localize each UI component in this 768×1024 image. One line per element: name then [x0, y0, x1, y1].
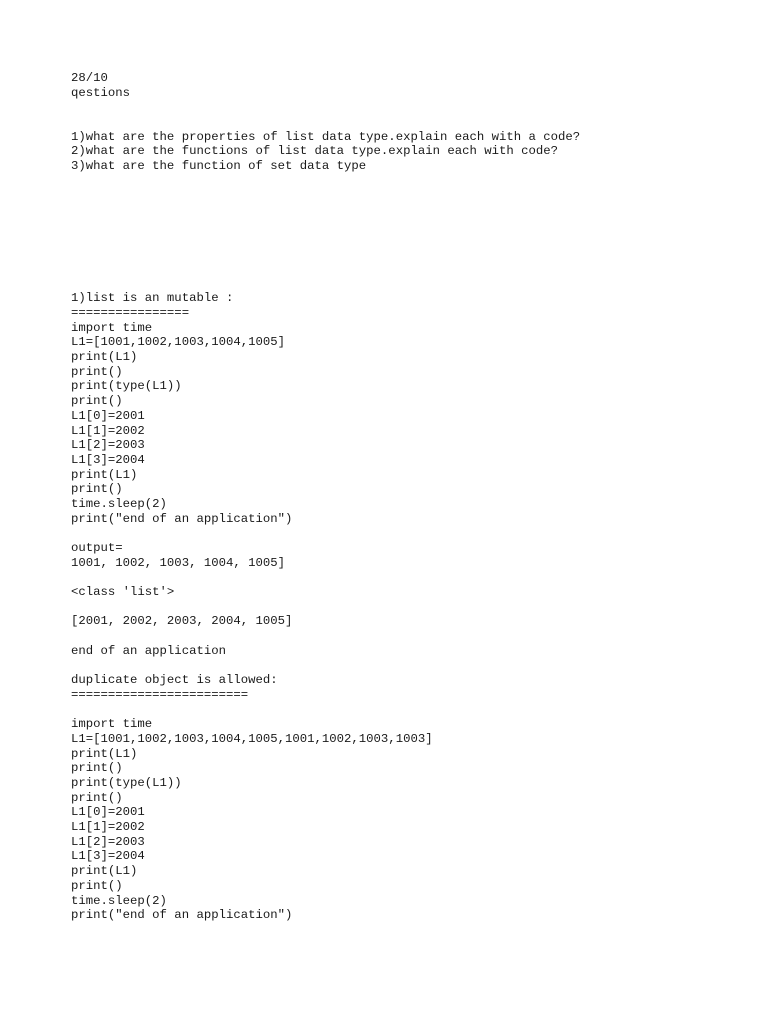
output-line: [2001, 2002, 2003, 2004, 1005]: [71, 614, 293, 629]
code-line: time.sleep(2): [71, 893, 167, 908]
spacer: [71, 100, 751, 115]
code-line: print("end of an application"): [71, 908, 293, 923]
code-line: L1[3]=2004: [71, 452, 145, 467]
code-line: print(): [71, 790, 123, 805]
question-1: 1)what are the properties of list data type.explain each with a code?: [71, 129, 581, 144]
code-line: time.sleep(2): [71, 496, 167, 511]
code-line: print(): [71, 878, 123, 893]
code-line: L1=[1001,1002,1003,1004,1005]: [71, 335, 286, 350]
heading-text: qestions: [71, 85, 131, 100]
code-line: print(type(L1)): [71, 776, 182, 790]
section1-underline: ================: [71, 306, 190, 320]
section2-underline: ========================: [71, 687, 249, 702]
code-line: print(L1): [71, 746, 138, 761]
document-page: [71, 71, 751, 923]
output-label: output=: [71, 541, 123, 555]
date-text: 28/10: [71, 71, 108, 85]
code-line: L1[1]=2002: [71, 820, 145, 835]
code-line: print(type(L1)): [71, 379, 182, 394]
spacer: [71, 115, 751, 130]
code-line: L1[2]=2003: [71, 834, 145, 849]
code-line: print(L1): [71, 467, 138, 482]
code-line: L1[0]=2001: [71, 805, 145, 820]
question-2: 2)what are the functions of list data type.explain each with code?: [71, 144, 559, 159]
question-3: 3)what are the function of set data type: [71, 159, 367, 174]
section2-title: duplicate object is allowed:: [71, 673, 278, 688]
code-line: L1[1]=2002: [71, 423, 145, 438]
code-line: import time: [71, 320, 153, 335]
code-line: print("end of an application"): [71, 511, 293, 526]
output-class-line: <class 'list'>: [71, 585, 175, 600]
output-line: 1001, 1002, 1003, 1004, 1005]: [71, 555, 286, 570]
code-line: import time: [71, 717, 153, 732]
code-line: print(): [71, 761, 123, 776]
code-line: print(L1): [71, 864, 138, 879]
code-line: print(L1): [71, 350, 138, 365]
section1-title: 1)list is an mutable :: [71, 291, 234, 306]
code-line: L1[0]=2001: [71, 408, 145, 423]
code-line: print(): [71, 364, 123, 379]
code-line: L1=[1001,1002,1003,1004,1005,1001,1002,1003,1003]: [71, 731, 433, 746]
output-end-line: end of an application: [71, 643, 226, 658]
code-line: L1[2]=2003: [71, 438, 145, 453]
code-line: print(): [71, 394, 123, 409]
code-line: print(): [71, 482, 123, 497]
code-line: L1[3]=2004: [71, 849, 145, 864]
